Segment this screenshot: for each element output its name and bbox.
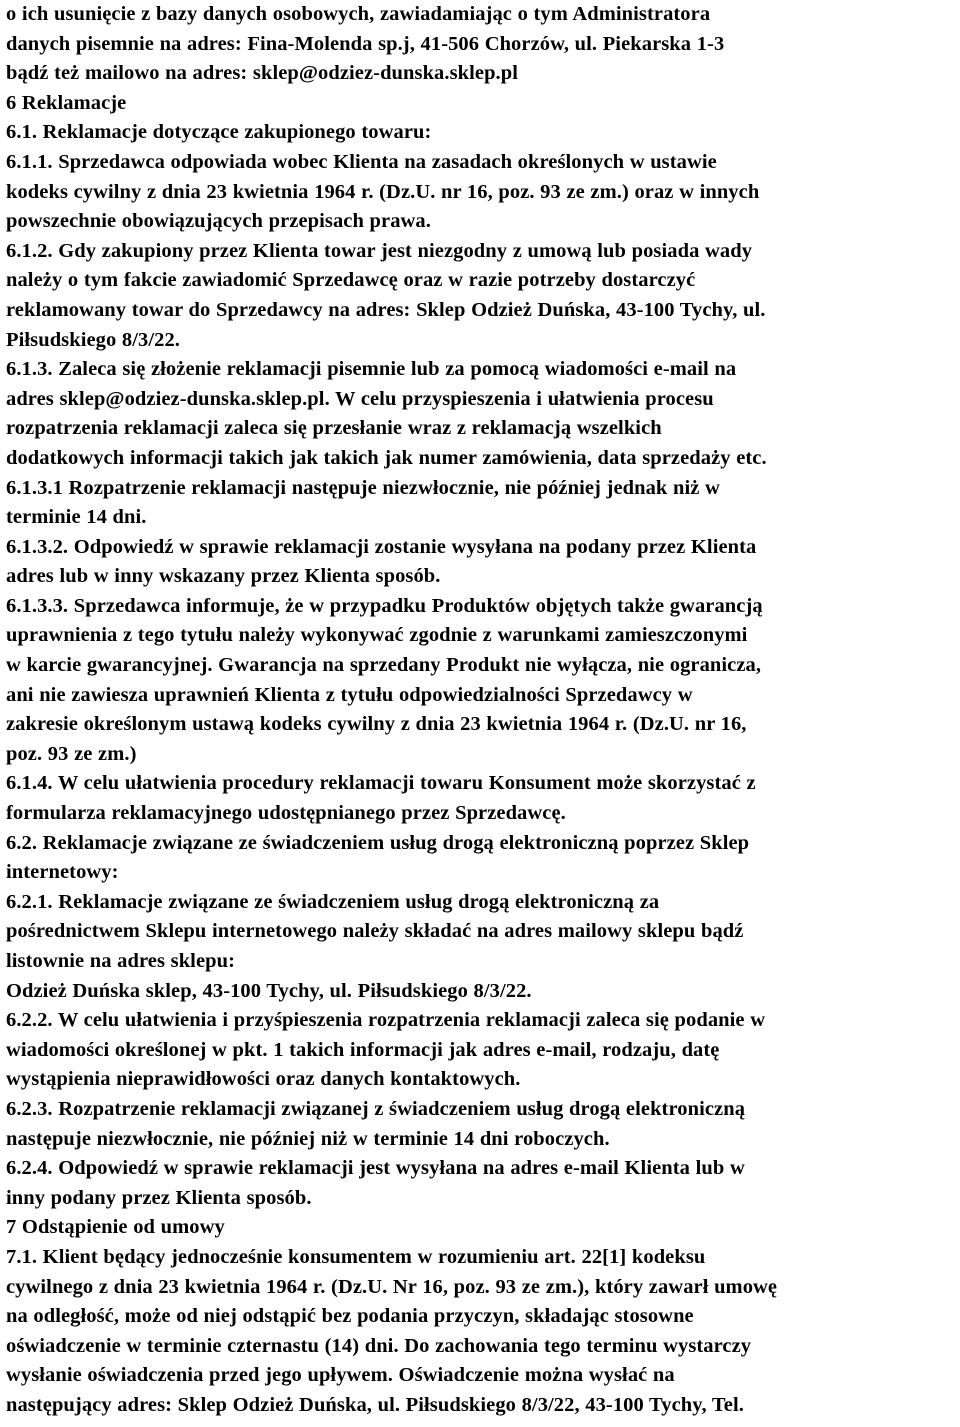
text-line: o ich usunięcie z bazy danych osobowych, zawiadamiając o tym Administratora: [6, 3, 711, 25]
text-line: dodatkowych informacji takich jak takich jak numer zamówienia, data sprzedaży etc.: [6, 446, 767, 469]
text-line: 6.2.3. Rozpatrzenie reklamacji związanej z świadczeniem usług drogą elektroniczną: [6, 1097, 746, 1120]
text-line: następujący adres: Sklep Odzież Duńska, ul. Piłsudskiego 8/3/22, 43-100 Tychy, Tel.: [6, 1393, 744, 1416]
text-line: Piłsudskiego 8/3/22.: [6, 328, 181, 351]
text-line: adres sklep@odziez-dunska.sklep.pl. W celu przyspieszenia i ułatwienia procesu: [6, 387, 714, 410]
text-line: 6.1.3. Zaleca się złożenie reklamacji pisemnie lub za pomocą wiadomości e-mail na: [6, 358, 737, 381]
text-line: na odległość, może od niej odstąpić bez podania przyczyn, składając stosowne: [6, 1305, 694, 1328]
text-line: 7.1. Klient będący jednocześnie konsumentem w rozumieniu art. 22[1] kodeksu: [6, 1245, 706, 1268]
text-line: internetowy:: [6, 861, 119, 884]
text-line: formularza reklamacyjnego udostępnianego przez Sprzedawcę.: [6, 802, 566, 825]
text-line: wystąpienia nieprawidłowości oraz danych kontaktowych.: [6, 1068, 521, 1091]
text-line: kodeks cywilny z dnia 23 kwietnia 1964 r. (Dz.U. nr 16, poz. 93 ze zm.) oraz w innych: [6, 180, 760, 203]
text-line: 6.1.3.1 Rozpatrzenie reklamacji następuje niezwłocznie, nie później jednak niż w: [6, 476, 720, 499]
text-line: pośrednictwem Sklepu internetowego należy składać na adres mailowy sklepu bądź: [6, 920, 744, 943]
section-heading-6: 6 Reklamacje: [6, 91, 127, 114]
text-line: 6.2.4. Odpowiedź w sprawie reklamacji jest wysyłana na adres e-mail Klienta lub w: [6, 1157, 745, 1180]
section-heading-7: 7 Odstąpienie od umowy: [6, 1216, 225, 1239]
text-line: wiadomości określonej w pkt. 1 takich informacji jak adres e-mail, rodzaju, datę: [6, 1038, 720, 1061]
text-line: adres lub w inny wskazany przez Klienta sposób.: [6, 565, 441, 588]
text-line: należy o tym fakcie zawiadomić Sprzedawcę oraz w razie potrzeby dostarczyć: [6, 269, 696, 292]
text-line: poz. 93 ze zm.): [6, 742, 137, 765]
text-line: powszechnie obowiązujących przepisach prawa.: [6, 210, 431, 233]
text-line: 6.1.4. W celu ułatwienia procedury reklamacji towaru Konsument może skorzystać z: [6, 772, 756, 795]
text-line: reklamowany towar do Sprzedawcy na adres: Sklep Odzież Duńska, 43-100 Tychy, ul.: [6, 298, 766, 321]
text-line: rozpatrzenia reklamacji zaleca się przesłanie wraz z reklamacją wszelkich: [6, 417, 662, 440]
text-line: terminie 14 dni.: [6, 506, 147, 529]
text-line: 6.2.1. Reklamacje związane ze świadczeniem usług drogą elektroniczną za: [6, 890, 660, 913]
text-line: 6.2. Reklamacje związane ze świadczeniem usług drogą elektroniczną poprzez Sklep: [6, 831, 750, 854]
text-line: 6.1.3.2. Odpowiedź w sprawie reklamacji zostanie wysyłana na podany przez Klienta: [6, 535, 757, 558]
text-line: danych pisemnie na adres: Fina-Molenda sp.j, 41-506 Chorzów, ul. Piekarska 1-3: [6, 32, 725, 55]
text-line: inny podany przez Klienta sposób.: [6, 1186, 312, 1209]
text-line: zakresie określonym ustawą kodeks cywilny z dnia 23 kwietnia 1964 r. (Dz.U. nr 16,: [6, 713, 747, 736]
text-line: następuje niezwłocznie, nie później niż w terminie 14 dni roboczych.: [6, 1127, 610, 1150]
text-line: uprawnienia z tego tytułu należy wykonywać zgodnie z warunkami zamieszczonymi: [6, 624, 748, 647]
text-line: 6.1. Reklamacje dotyczące zakupionego towaru:: [6, 121, 432, 144]
text-line: wysłanie oświadczenia przed jego upływem. Oświadczenie można wysłać na: [6, 1364, 675, 1387]
text-line: 6.1.3.3. Sprzedawca informuje, że w przypadku Produktów objętych także gwarancją: [6, 594, 763, 617]
text-line: 6.2.2. W celu ułatwienia i przyśpieszenia rozpatrzenia reklamacji zaleca się podanie w: [6, 1009, 766, 1032]
text-line: oświadczenie w terminie czternastu (14) dni. Do zachowania tego terminu wystarczy: [6, 1334, 752, 1357]
text-line: cywilnego z dnia 23 kwietnia 1964 r. (Dz.U. Nr 16, poz. 93 ze zm.), który zawarł umowę: [6, 1275, 778, 1298]
text-line: listownie na adres sklepu:: [6, 950, 236, 972]
text-line: w karcie gwarancyjnej. Gwarancja na sprzedany Produkt nie wyłącza, nie ogranicza,: [6, 654, 762, 677]
text-line: 6.1.2. Gdy zakupiony przez Klienta towar jest niezgodny z umową lub posiada wady: [6, 239, 753, 262]
text-line: Odzież Duńska sklep, 43-100 Tychy, ul. Piłsudskiego 8/3/22.: [6, 979, 532, 1002]
text-line: bądź też mailowo na adres: sklep@odziez-dunska.sklep.pl: [6, 62, 519, 85]
text-line: 6.1.1. Sprzedawca odpowiada wobec Klienta na zasadach określonych w ustawie: [6, 150, 717, 173]
text-line: ani nie zawiesza uprawnień Klienta z tytułu odpowiedzialności Sprzedawcy w: [6, 683, 693, 706]
